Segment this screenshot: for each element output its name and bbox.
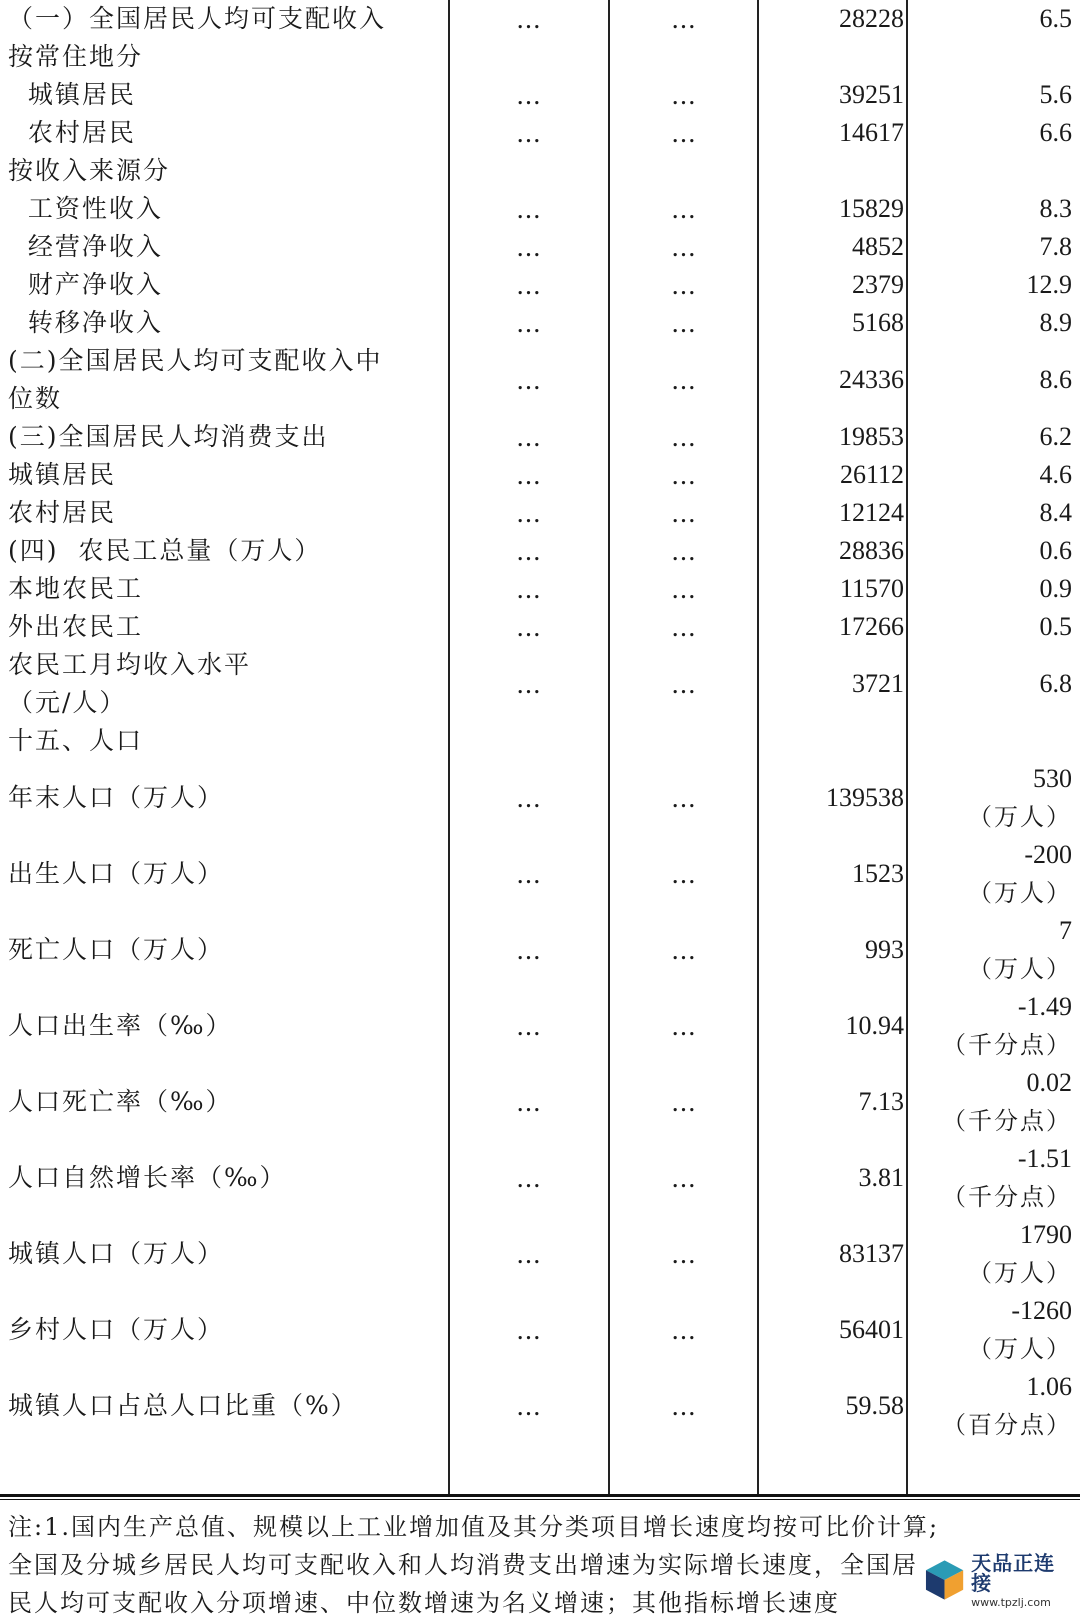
row-label: [8, 0, 448, 38]
growth-unit: （万人）: [968, 1335, 1072, 1363]
watermark-url: www.tpzlj.com: [971, 1595, 1051, 1609]
growth-value: 0.6: [1039, 536, 1072, 565]
watermark-title: 天品正连接: [971, 1550, 1056, 1595]
placeholder-cell: …: [671, 232, 697, 262]
placeholder-cell: …: [516, 1087, 542, 1117]
note-line: 注:1.国内生产总值、规模以上工业增加值及其分类项目增长速度均按可比价计算;: [8, 1513, 940, 1541]
growth-cell: [912, 570, 1072, 608]
table-row: [0, 608, 1080, 646]
growth-cell: [912, 1368, 1072, 1444]
growth-value: 1790: [1020, 1220, 1072, 1249]
placeholder-cell: …: [516, 612, 542, 642]
growth-value: 6.6: [1039, 118, 1072, 147]
placeholder-cell: …: [516, 783, 542, 813]
placeholder-cell: …: [671, 859, 697, 889]
value-cell: 83137: [839, 1239, 904, 1268]
growth-unit: （万人）: [968, 955, 1072, 983]
table-row: [0, 570, 1080, 608]
placeholder-cell: …: [516, 118, 542, 148]
placeholder-cell: …: [516, 935, 542, 965]
growth-cell: [912, 152, 1072, 190]
row-label: [8, 456, 448, 494]
value-cell: 11570: [839, 574, 904, 603]
row-label: [8, 342, 448, 418]
growth-value: 8.3: [1039, 194, 1072, 223]
row-label: [8, 1368, 448, 1444]
placeholder-cell: …: [516, 232, 542, 262]
row-label: [8, 152, 448, 190]
row-label-line: (四) 农民工总量（万人）: [8, 536, 322, 565]
growth-cell: [912, 38, 1072, 76]
placeholder-cell: …: [516, 4, 542, 34]
growth-value: 7.8: [1039, 232, 1072, 261]
cube-logo-icon: [924, 1558, 965, 1602]
row-label: [8, 38, 448, 76]
row-label-line: 按收入来源分: [8, 156, 171, 185]
row-label-line: 经营净收入: [8, 232, 163, 261]
growth-value: -200: [1024, 840, 1072, 869]
table-row: [0, 342, 1080, 418]
row-label-line: 农村居民: [8, 498, 117, 527]
growth-unit: （万人）: [968, 803, 1072, 831]
value-cell: 24336: [839, 365, 904, 394]
growth-value: -1.49: [1017, 992, 1072, 1021]
row-label-line: 转移净收入: [8, 308, 163, 337]
growth-value: 4.6: [1039, 460, 1072, 489]
growth-value: 5.6: [1039, 80, 1072, 109]
row-label: [8, 190, 448, 228]
value-cell: 39251: [839, 80, 904, 109]
growth-unit: （万人）: [968, 879, 1072, 907]
growth-cell: [912, 266, 1072, 304]
table-row: [0, 0, 1080, 38]
placeholder-cell: …: [516, 422, 542, 452]
growth-cell: [912, 1292, 1072, 1368]
growth-value: 1.06: [1026, 1372, 1072, 1401]
value-cell: 139538: [826, 783, 904, 812]
watermark: [924, 1552, 1074, 1608]
table-row: [0, 456, 1080, 494]
table-row: [0, 988, 1080, 1064]
growth-value: 8.9: [1039, 308, 1072, 337]
growth-cell: [912, 1216, 1072, 1292]
table-row: [0, 38, 1080, 76]
growth-cell: [912, 532, 1072, 570]
table-row: [0, 1216, 1080, 1292]
placeholder-cell: …: [671, 498, 697, 528]
growth-unit: （千分点）: [942, 1183, 1072, 1211]
row-label-line: 十五、人口: [8, 726, 144, 755]
table-row: [0, 722, 1080, 760]
growth-value: 12.9: [1026, 270, 1072, 299]
row-label: [8, 418, 448, 456]
note-line: 民人均可支配收入分项增速、中位数增速为名义增速；其他指标增长速度: [8, 1589, 840, 1617]
placeholder-cell: …: [671, 536, 697, 566]
growth-value: 8.4: [1039, 498, 1072, 527]
row-label-line: 城镇居民: [8, 80, 136, 109]
placeholder-cell: …: [671, 783, 697, 813]
row-label: [8, 494, 448, 532]
table-row: [0, 418, 1080, 456]
value-cell: 56401: [839, 1315, 904, 1344]
growth-value: 6.5: [1039, 4, 1072, 33]
growth-cell: [912, 456, 1072, 494]
row-label: [8, 988, 448, 1064]
table-row: [0, 304, 1080, 342]
placeholder-cell: [454, 722, 604, 760]
placeholder-cell: …: [516, 669, 542, 699]
placeholder-cell: …: [516, 80, 542, 110]
placeholder-cell: …: [516, 536, 542, 566]
table-row: [0, 532, 1080, 570]
growth-cell: [912, 114, 1072, 152]
row-label: [8, 912, 448, 988]
growth-cell: [912, 836, 1072, 912]
growth-cell: [912, 722, 1072, 760]
placeholder-cell: [454, 152, 604, 190]
growth-unit: （千分点）: [942, 1107, 1072, 1135]
placeholder-cell: …: [671, 1239, 697, 1269]
value-cell: 5168: [852, 308, 904, 337]
row-label: [8, 570, 448, 608]
row-label: [8, 1064, 448, 1140]
table-bottom-rule: [0, 1494, 1080, 1497]
table-bottom-rule-thin: [0, 1499, 1080, 1500]
row-label-line: 城镇人口占总人口比重（%）: [8, 1391, 358, 1420]
value-cell: 2379: [852, 270, 904, 299]
row-label-line: 死亡人口（万人）: [8, 935, 225, 964]
growth-cell: [912, 494, 1072, 532]
growth-cell: [912, 0, 1072, 38]
placeholder-cell: …: [671, 612, 697, 642]
row-label-line: 财产净收入: [8, 270, 163, 299]
value-cell: [760, 38, 904, 76]
placeholder-cell: …: [671, 422, 697, 452]
row-label-line: （元/人）: [8, 688, 127, 717]
placeholder-cell: [454, 38, 604, 76]
table-row: [0, 1140, 1080, 1216]
value-cell: 17266: [839, 612, 904, 641]
placeholder-cell: …: [671, 80, 697, 110]
placeholder-cell: …: [516, 859, 542, 889]
placeholder-cell: …: [516, 1391, 542, 1421]
placeholder-cell: [614, 152, 754, 190]
row-label-line: （一）全国居民人均可支配收入: [8, 4, 387, 33]
row-label: [8, 760, 448, 836]
value-cell: 26112: [839, 460, 904, 489]
placeholder-cell: …: [671, 1391, 697, 1421]
growth-cell: [912, 228, 1072, 266]
table-row: [0, 494, 1080, 532]
value-cell: 10.94: [845, 1011, 904, 1040]
placeholder-cell: …: [671, 270, 697, 300]
row-label-line: 城镇居民: [8, 460, 117, 489]
row-label-line: 农村居民: [8, 118, 136, 147]
table-row: [0, 76, 1080, 114]
growth-value: 6.2: [1039, 422, 1072, 451]
row-label-line: 城镇人口（万人）: [8, 1239, 225, 1268]
row-label-line: 出生人口（万人）: [8, 859, 225, 888]
placeholder-cell: …: [671, 460, 697, 490]
value-cell: 12124: [839, 498, 904, 527]
placeholder-cell: …: [516, 1163, 542, 1193]
row-label-line: 年末人口（万人）: [8, 783, 225, 812]
placeholder-cell: …: [671, 1315, 697, 1345]
row-label-line: 乡村人口（万人）: [8, 1315, 225, 1344]
growth-cell: [912, 646, 1072, 722]
growth-cell: [912, 608, 1072, 646]
placeholder-cell: …: [671, 935, 697, 965]
placeholder-cell: [614, 722, 754, 760]
row-label-line: 人口死亡率（‰）: [8, 1087, 233, 1116]
row-label-line: (二)全国居民人均可支配收入中: [8, 346, 383, 375]
value-cell: 19853: [839, 422, 904, 451]
row-label: [8, 836, 448, 912]
table-row: [0, 1292, 1080, 1368]
growth-value: 0.02: [1026, 1068, 1072, 1097]
placeholder-cell: …: [516, 270, 542, 300]
value-cell: 14617: [839, 118, 904, 147]
row-label-line: 工资性收入: [8, 194, 163, 223]
placeholder-cell: …: [671, 194, 697, 224]
value-cell: 15829: [839, 194, 904, 223]
row-label: [8, 114, 448, 152]
row-label-line: 人口出生率（‰）: [8, 1011, 233, 1040]
placeholder-cell: …: [516, 498, 542, 528]
growth-cell: [912, 304, 1072, 342]
placeholder-cell: …: [671, 308, 697, 338]
placeholder-cell: …: [516, 194, 542, 224]
table-row: [0, 1368, 1080, 1444]
growth-value: 6.8: [1039, 669, 1072, 698]
row-label: [8, 722, 448, 760]
table-notes: [8, 1508, 1072, 1622]
table-row: [0, 1064, 1080, 1140]
growth-value: 0.5: [1039, 612, 1072, 641]
growth-cell: [912, 760, 1072, 836]
value-cell: [760, 722, 904, 760]
growth-cell: [912, 912, 1072, 988]
value-cell: 28836: [839, 536, 904, 565]
row-label-line: 本地农民工: [8, 574, 144, 603]
row-label-line: 按常住地分: [8, 42, 144, 71]
placeholder-cell: …: [671, 1011, 697, 1041]
value-cell: 7.13: [858, 1087, 904, 1116]
placeholder-cell: [614, 38, 754, 76]
growth-cell: [912, 988, 1072, 1064]
value-cell: 28228: [839, 4, 904, 33]
table-row: [0, 646, 1080, 722]
value-cell: [760, 152, 904, 190]
placeholder-cell: …: [516, 574, 542, 604]
growth-value: 8.6: [1039, 365, 1072, 394]
placeholder-cell: …: [516, 460, 542, 490]
row-label-line: 农民工月均收入水平: [8, 650, 252, 679]
row-label: [8, 228, 448, 266]
placeholder-cell: …: [516, 1239, 542, 1269]
placeholder-cell: …: [671, 4, 697, 34]
growth-unit: （千分点）: [942, 1031, 1072, 1059]
table-row: [0, 228, 1080, 266]
growth-value: 7: [1059, 916, 1072, 945]
row-label: [8, 646, 448, 722]
row-label-line: (三)全国居民人均消费支出: [8, 422, 329, 451]
row-label-line: 位数: [8, 384, 63, 413]
placeholder-cell: …: [671, 1087, 697, 1117]
value-cell: 59.58: [845, 1391, 904, 1420]
growth-cell: [912, 418, 1072, 456]
table-row: [0, 912, 1080, 988]
value-cell: 3.81: [858, 1163, 904, 1192]
growth-cell: [912, 342, 1072, 418]
table-row: [0, 152, 1080, 190]
placeholder-cell: …: [516, 1315, 542, 1345]
placeholder-cell: …: [671, 118, 697, 148]
row-label-line: 人口自然增长率（‰）: [8, 1163, 287, 1192]
row-label: [8, 1216, 448, 1292]
row-label: [8, 1292, 448, 1368]
table-row: [0, 266, 1080, 304]
growth-value: -1.51: [1017, 1144, 1072, 1173]
placeholder-cell: …: [516, 1011, 542, 1041]
growth-unit: （百分点）: [942, 1411, 1072, 1439]
row-label: [8, 266, 448, 304]
value-cell: 1523: [852, 859, 904, 888]
row-label: [8, 608, 448, 646]
row-label: [8, 532, 448, 570]
row-label: [8, 1140, 448, 1216]
row-label-line: 外出农民工: [8, 612, 144, 641]
placeholder-cell: …: [671, 365, 697, 395]
table-row: [0, 114, 1080, 152]
growth-value: 530: [1033, 764, 1072, 793]
placeholder-cell: …: [671, 574, 697, 604]
row-label: [8, 304, 448, 342]
value-cell: 993: [865, 935, 904, 964]
table-row: [0, 760, 1080, 836]
table-row: [0, 836, 1080, 912]
value-cell: 4852: [852, 232, 904, 261]
growth-value: 0.9: [1039, 574, 1072, 603]
placeholder-cell: …: [516, 308, 542, 338]
placeholder-cell: …: [671, 1163, 697, 1193]
growth-cell: [912, 76, 1072, 114]
placeholder-cell: …: [516, 365, 542, 395]
placeholder-cell: …: [671, 669, 697, 699]
value-cell: 3721: [852, 669, 904, 698]
growth-unit: （万人）: [968, 1259, 1072, 1287]
row-label: [8, 76, 448, 114]
note-line: 全国及分城乡居民人均可支配收入和人均消费支出增速为实际增长速度，全国居: [8, 1551, 918, 1579]
table-row: [0, 190, 1080, 228]
growth-value: -1260: [1011, 1296, 1072, 1325]
growth-cell: [912, 1140, 1072, 1216]
growth-cell: [912, 1064, 1072, 1140]
growth-cell: [912, 190, 1072, 228]
